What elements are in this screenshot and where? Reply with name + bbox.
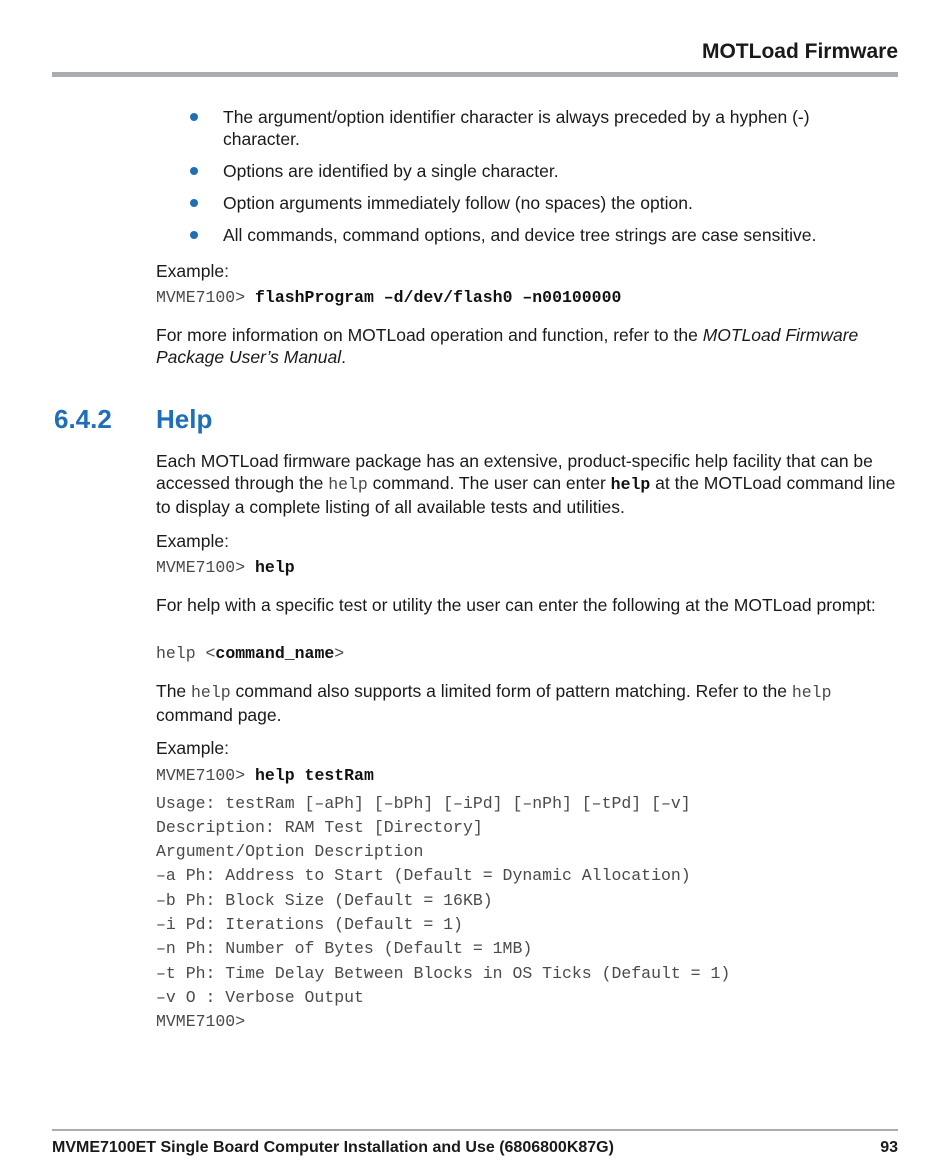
footer-rule [52, 1129, 898, 1131]
prompt: MVME7100> [156, 766, 256, 785]
inline-code: help [191, 683, 231, 702]
prompt: MVME7100> [156, 558, 256, 577]
command: flashProgram –d/dev/flash0 –n00100000 [255, 288, 622, 307]
footer-document-title: MVME7100ET Single Board Computer Installation and Use (6806800K87G) [52, 1139, 614, 1156]
inline-code: help [791, 683, 832, 702]
output-line: –v O : Verbose Output [156, 988, 364, 1007]
example-label: Example: [156, 531, 229, 551]
output-line: Usage: testRam [–aPh] [–bPh] [–iPd] [–nPh] [–tPd] [–v] [156, 794, 691, 813]
output-line: Description: RAM Test [Directory] [156, 818, 483, 837]
syntax-line: help <command_name> [156, 644, 345, 663]
prompt: MVME7100> [156, 288, 256, 307]
example-command-line [156, 288, 621, 308]
pattern-paragraph: The help command also supports a limited form of pattern matching. Refer to the help command page. [156, 681, 832, 725]
specific-help-paragraph: For help with a specific test or utility the user can enter the following at the MOTLoad prompt: [156, 595, 876, 615]
list-item: Options are identified by a single character. [190, 160, 890, 182]
section-title: Help [156, 404, 213, 434]
command: help testRam [255, 766, 374, 785]
manual-reference: MOTLoad Firmware Package User’s Manual [156, 325, 859, 367]
page-number: 93 [880, 1139, 898, 1156]
example-label: Example: [156, 261, 229, 281]
output-line: –b Ph: Block Size (Default = 16KB) [156, 891, 493, 910]
help-paragraph: Each MOTLoad firmware package has an extensive, product-specific help facility that can be accessed through the help command. The user can enter help at the MOTLoad command line to display a complete listing of all available tests and utilities. [156, 451, 896, 517]
inline-code-bold: help [610, 475, 651, 494]
list-item: All commands, command options, and device tree strings are case sensitive. [190, 224, 890, 246]
list-item: The argument/option identifier character is always preceded by a hyphen (-) character. [190, 106, 890, 150]
output-line: Argument/Option Description [156, 842, 424, 861]
example-command-line [156, 558, 295, 578]
syntax-argument: command_name [215, 644, 335, 663]
section-number: 6.4.2 [54, 404, 112, 434]
example-command-line [156, 766, 374, 786]
bullet-icon [190, 167, 198, 175]
inline-code: help [328, 475, 368, 494]
example-label: Example: [156, 738, 229, 758]
output-line: –i Pd: Iterations (Default = 1) [156, 915, 463, 934]
bullet-icon [190, 113, 198, 121]
list-item: Option arguments immediately follow (no spaces) the option. [190, 192, 890, 214]
more-info-paragraph: For more information on MOTLoad operation and function, refer to the MOTLoad Firmware Package User’s Manual. [156, 325, 859, 367]
header-rule [52, 72, 898, 77]
output-line: MVME7100> [156, 1012, 246, 1031]
output-line: –t Ph: Time Delay Between Blocks in OS Ticks (Default = 1) [156, 964, 731, 983]
output-line: –n Ph: Number of Bytes (Default = 1MB) [156, 939, 533, 958]
output-line: –a Ph: Address to Start (Default = Dynamic Allocation) [156, 866, 691, 885]
page-header-title: MOTLoad Firmware [701, 40, 898, 63]
bullet-list [190, 106, 890, 256]
bullet-icon [190, 199, 198, 207]
bullet-icon [190, 231, 198, 239]
command: help [255, 558, 295, 577]
